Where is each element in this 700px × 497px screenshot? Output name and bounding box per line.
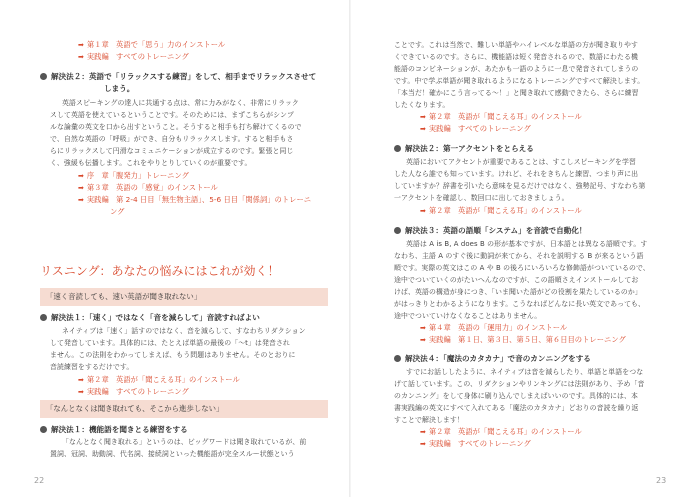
body-text: 途中でついていくのがたいへんなのですが、この語順さえインストールしてお	[394, 276, 639, 284]
body-text: なわち、主語 A のすぐ後に動詞が来てから、それを説明する B が来るという語	[394, 252, 644, 260]
reference-link[interactable]: ➡ 第１章 英語で「思う」力のインストール	[78, 40, 226, 49]
body-text: スして英語を使えているということです。そのためには、まずこちらがシンプ	[50, 111, 294, 119]
body-text: です。中で学ぶ単語が聞き取れるようになるトレーニングですべて解決します。	[394, 77, 645, 85]
body-text: 途中でついていけなくなることはありません。	[394, 312, 542, 320]
body-text: ルな論彙の英文を口から出すということ。そうすると相手も打ち解けてくるので	[50, 123, 302, 131]
method-title: 解決法４：「魔法のカタカナ」で音のカンニングをする	[394, 354, 591, 364]
page-number: 23	[656, 476, 667, 485]
body-text: 書実践編の英文にすべて入れてある「魔法のカタカナ」どおりの音読を繰り返	[394, 404, 639, 412]
body-text: で、自然な英語の「呼吸」ができ、自分もリラックスします。すると相手もさ	[50, 135, 294, 143]
body-text: していますか？辞書を引いたら意味を見るだけではなく、強勢記号、すなわち第	[394, 182, 646, 190]
arrow-right-icon: ➡	[78, 376, 84, 384]
arrow-right-icon: ➡	[420, 428, 426, 436]
arrow-right-icon: ➡	[78, 53, 84, 61]
body-text: 音読練習をするだけです。	[50, 363, 134, 371]
body-text: げて話しています。この、リダクションやリンキングには法則があり、予め「音	[394, 380, 645, 388]
problem-band: 「なんとなくは聞き取れても、そこから進歩しない」	[40, 400, 328, 418]
arrow-right-icon: ➡	[420, 324, 426, 332]
body-text: すことで解決します！	[394, 416, 464, 424]
body-text: したくなります。	[394, 101, 450, 109]
body-text: 「なんとなく聞き取れる」というのは、ビッグワードは聞き取れているが、前	[62, 438, 307, 446]
body-text: 置詞、冠詞、助動詞、代名詞、接続詞といった機能語が完全スルー状態という	[50, 450, 295, 458]
bullet-icon	[394, 227, 401, 234]
body-text: く、強緩も伝播します。これをやりとりしていくのが重要です。	[50, 159, 252, 167]
reference-link[interactable]: ➡ 第４章 英語の「運用力」のインストール	[420, 323, 568, 332]
body-text: ません。この法則をわかってしまえば、もう問題はありません。そのとおりに	[50, 351, 296, 359]
method-title: 解決法２：第一アクセントをとらえる	[394, 144, 534, 154]
arrow-right-icon: ➡	[78, 184, 84, 192]
arrow-right-icon: ➡	[420, 336, 426, 344]
body-text: 英語においてアクセントが重要であることは、すこしスピーキングを学習	[406, 158, 636, 166]
method-title: 解決法１：「速く」ではなく「音を減らして」音読すればよい	[40, 313, 260, 323]
reference-link[interactable]: ➡ 第３章 英語の「感覚」のインストール	[78, 183, 218, 192]
body-text: のカンニング」をして身体に刷り込んでしまえばいいのです。具体的には、本	[394, 392, 638, 400]
arrow-right-icon: ➡	[420, 440, 426, 448]
reference-link[interactable]: ➡ 実践編 すべてのトレーニング	[420, 439, 531, 448]
reference-link[interactable]: ➡ 実践編 すべてのトレーニング	[78, 52, 189, 61]
body-text: した人なら誰でも知っています。けれど、それをきちんと練習、つまり声に出	[394, 170, 639, 178]
body-text: 英語スピーキングの達人に共通する点は、常に力みがなく、非常にリラック	[62, 99, 299, 107]
reference-link[interactable]: ➡ 実践編 第 2-4 日目「無生物主語」、5-6 日目「関係詞」のトレーニ	[78, 195, 312, 204]
body-text: すでにお話ししたように、ネイティブは音を減らしたり、単語と単語をつな	[406, 368, 644, 376]
body-text: して発音しています。具体的には、たとえば単語の最後の「～t」は発音され	[50, 339, 290, 347]
bullet-icon	[40, 426, 47, 433]
reference-link[interactable]: ➡ 第２章 英語が「聞こえる耳」のインストール	[420, 427, 582, 436]
body-text: がはっきりとわかるようになります。こうなればどんなに長い英文であっても、	[394, 300, 646, 308]
reference-link-continued: ング	[110, 207, 125, 216]
bullet-icon	[394, 145, 401, 152]
body-text: ネイティブは「速く」話すのではなく、音を減らして、すなわちリダクション	[62, 327, 306, 335]
reference-link[interactable]: ➡ 実践編 すべてのトレーニング	[78, 387, 189, 396]
body-text: 能語のコンビネーションが、あたかも一語のように一息で発音されてしまうの	[394, 65, 639, 73]
body-text: 順です。実際の英文はこの A や B の後ろにいろいろな修飾語がついているので、	[394, 264, 650, 272]
method-title: 解決法３：英語の語順「システム」を音読で自動化！	[394, 226, 587, 236]
arrow-right-icon: ➡	[78, 41, 84, 49]
reference-link[interactable]: ➡ 序 章「腹発力」トレーニング	[78, 171, 189, 180]
reference-link[interactable]: ➡ 実践編 すべてのトレーニング	[420, 124, 531, 133]
body-text: 一アクセントを確認し、数回口に出しておきましょう。	[394, 194, 569, 202]
body-text: ことです。これは当然で、難しい単語やハイレベルな単語の方が聞き取りやす	[394, 41, 638, 49]
body-text: 英語は A is B, A does B の形が基本ですが、日本語とは異なる語順です。す	[406, 240, 648, 248]
reference-link[interactable]: ➡ 実践編 第１日、第３日、第５日、第６日目のトレーニング	[420, 335, 626, 344]
page-number: 22	[34, 476, 45, 485]
bullet-icon	[394, 355, 401, 362]
method-title-continued: しまう。	[104, 84, 135, 93]
right-page	[350, 0, 700, 497]
bullet-icon	[40, 73, 47, 80]
body-text: けば、英語の構造が身につき、「いま聞いた語がどの役割を果たしているのか」	[394, 288, 642, 296]
arrow-right-icon: ➡	[420, 125, 426, 133]
reference-link[interactable]: ➡ 第２章 英語が「聞こえる耳」のインストール	[420, 206, 582, 215]
arrow-right-icon: ➡	[78, 196, 84, 204]
method-title: 解決法１：機能語を聞きとる練習をする	[40, 425, 188, 435]
section-heading: リスニング：あなたの悩みにはこれが効く！	[40, 264, 280, 278]
body-text: 「本当だ！確かにこう言ってる～！」と聞き取れて感動できたら、さらに練習	[394, 89, 639, 97]
arrow-right-icon: ➡	[420, 207, 426, 215]
arrow-right-icon: ➡	[78, 388, 84, 396]
bullet-icon	[40, 314, 47, 321]
arrow-right-icon: ➡	[420, 113, 426, 121]
arrow-right-icon: ➡	[78, 172, 84, 180]
reference-link[interactable]: ➡ 第２章 英語が「聞こえる耳」のインストール	[78, 375, 240, 384]
body-text: くできているのです。さらに、機能語は短く発音されるので、数語にわたる機	[394, 53, 638, 61]
method-title: 解決法２：英語で「リラックスする練習」をして、相手までリラックスさせて	[40, 72, 316, 82]
body-text: らにリラックスして円滑なコミュニケーションが成立するのです。緊張と同じ	[50, 147, 294, 155]
reference-link[interactable]: ➡ 第２章 英語が「聞こえる耳」のインストール	[420, 112, 582, 121]
problem-band: 「速く音読しても、速い英語が聞き取れない」	[40, 288, 328, 306]
